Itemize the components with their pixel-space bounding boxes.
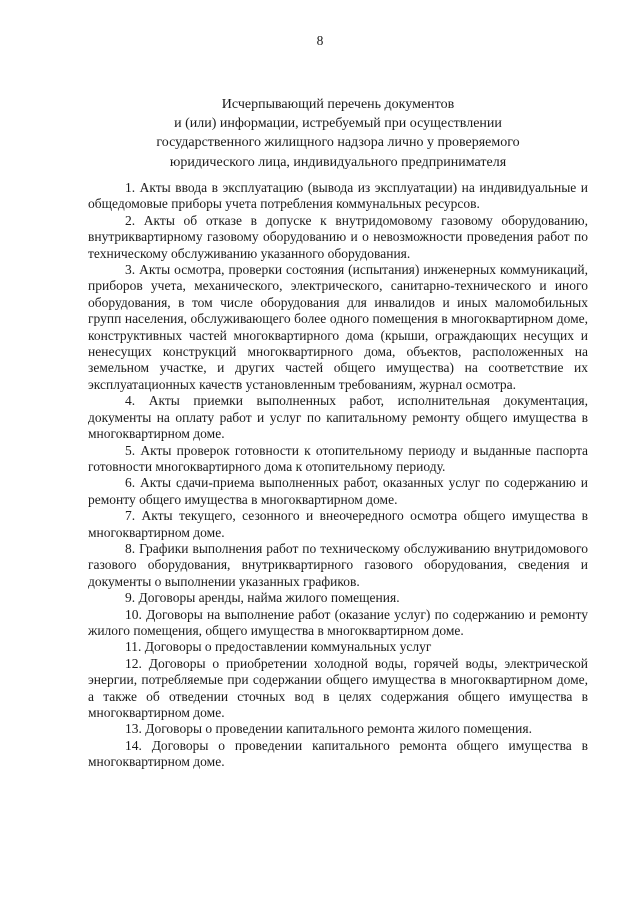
list-item: 9. Договоры аренды, найма жилого помещения.: [125, 590, 400, 606]
title-line: и (или) информации, истребуемый при осуществлении: [174, 116, 502, 132]
title-line: государственного жилищного надзора лично у проверяемого: [156, 135, 520, 151]
list-item: 13. Договоры о проведении капитального ремонта жилого помещения.: [125, 721, 532, 737]
list-item: 6. Акты сдачи-приема выполненных работ, оказанных услуг по содержанию и ремонту общего имущества в многоквартирном доме.: [88, 475, 588, 507]
title-line: юридического лица, индивидуального предпринимателя: [169, 154, 507, 170]
list-item: 8. Графики выполнения работ по техническому обслуживанию внутридомового газового оборудования, внутриквартирного газового оборудования, сведения и документы о выполнении указанных графиков.: [88, 540, 588, 589]
document-list: [88, 180, 588, 771]
list-item: 7. Акты текущего, сезонного и внеочередного осмотра общего имущества в многоквартирном доме.: [88, 508, 588, 540]
list-item: 12. Договоры о приобретении холодной воды, горячей воды, электрической энергии, потребляемые при содержании общего имущества в многоквартирном доме, а также об отведении сточных вод в целях содержания общего имущества в многоквартирном доме.: [88, 655, 588, 720]
document-title: [88, 95, 588, 172]
list-item: 1. Акты ввода в эксплуатацию (вывода из эксплуатации) на индивидуальные и общедомовые приборы учета потребления коммунальных ресурсов.: [88, 180, 588, 212]
list-item: 2. Акты об отказе в допуске к внутридомовому газовому оборудованию, внутриквартирному газовому оборудованию и о невозможности проведения работ по техническому обслуживанию указанного оборудования.: [88, 212, 588, 261]
list-item: 11. Договоры о предоставлении коммунальных услуг: [125, 639, 432, 655]
list-item: 14. Договоры о проведении капитального ремонта общего имущества в многоквартирном доме.: [88, 737, 588, 770]
list-item: 4. Акты приемки выполненных работ, исполнительная документация, документы на оплату работ и услуг по капитальному ремонту общего имущества в многоквартирном доме.: [88, 393, 588, 442]
page-number: 8: [316, 33, 324, 48]
list-item: 3. Акты осмотра, проверки состояния (испытания) инженерных коммуникаций, приборов учета, механического, электрического, санитарно-технического и иного оборудования, в том числе оборудования для инвалидов и иных маломобильных групп населения, обслуживающего более одного помещения в многоквартирном доме, конструктивных частей многоквартирного дома (крыши, ограждающих несущих и ненесущих конструкций многоквартирного дома, объектов, расположенных на земельном участке, и других частей общего имущества) на соответствие их эксплуатационных качеств установленным требованиям, журнал осмотра.: [88, 262, 588, 392]
list-item: 10. Договоры на выполнение работ (оказание услуг) по содержанию и ремонту жилого помещения, общего имущества в многоквартирном доме.: [88, 606, 588, 638]
title-line: Исчерпывающий перечень документов: [221, 97, 455, 112]
list-item: 5. Акты проверок готовности к отопительному периоду и выданные паспорта готовности многоквартирного дома к отопительному периоду.: [88, 442, 588, 474]
